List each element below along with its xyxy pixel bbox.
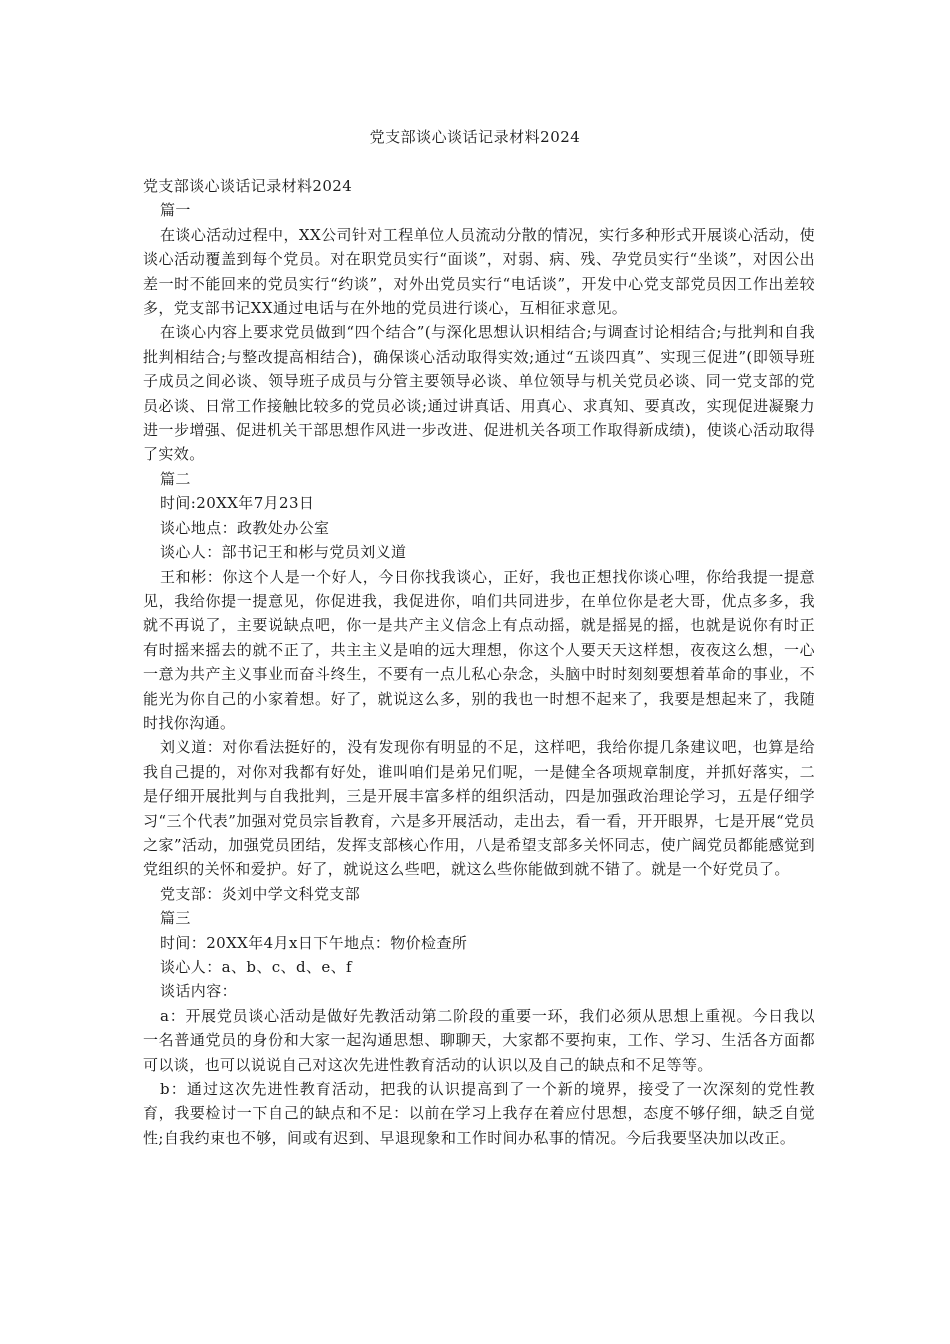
paragraph: 王和彬：你这个人是一个好人，今日你找我谈心，正好，我也正想找你谈心哩，你给我提一提意见，我给你提一提意见，你促进我，我促进你，咱们共同进步，在单位你是老大哥，优点多多，我就不再说了，主要说缺点吧，你一是共产主义信念上有点动摇，就是摇晃的摇，也就是说你有时正有时摇来摇去的就不正了，共主主义是咱的远大理想，你这个人要天天这样想，夜夜这么想，一心一意为共产主义事业而奋斗终生，不要有一点儿私心杂念，头脑中时时刻刻要想着革命的事业，不能光为你自己的小家着想。好了，就说这么多，别的我也一时想不起来了，我要是想起来了，我随时找你沟通。 xyxy=(143,567,815,732)
paragraph: 时间:20XX年7月23日 xyxy=(160,494,315,513)
paragraph: 谈心人：部书记王和彬与党员刘义道 xyxy=(160,543,407,562)
document-subtitle: 党支部谈心谈话记录材料2024 xyxy=(143,177,353,195)
section-heading: 篇二 xyxy=(160,469,191,488)
section-heading: 篇一 xyxy=(160,201,191,220)
section-heading: 篇三 xyxy=(160,909,191,928)
paragraph: a：开展党员谈心活动是做好先教活动第二阶段的重要一环，我们必须从思想上重视。今日我以一名普通党员的身份和大家一起沟通思想、聊聊天，大家都不要拘束，工作、学习、生活各方面都可以谈，也可以说说自己对这次先进性教育活动的认识以及自己的缺点和不足等等。 xyxy=(143,1006,815,1074)
paragraph: 时间：20XX年4月x日下午地点：物价检查所 xyxy=(160,933,468,952)
paragraph: 在谈心活动过程中，XX公司针对工程单位人员流动分散的情况，实行多种形式开展谈心活动，使谈心活动覆盖到每个党员。对在职党员实行“面谈”，对弱、病、残、孕党员实行“坐谈”，对因公出差一时不能回来的党员实行“约谈”，对外出党员实行“电话谈”，开发中心党支部党员因工作出差较多，党支部书记XX通过电话与在外地的党员进行谈心，互相征求意见。 xyxy=(143,225,815,318)
paragraph: 在谈心内容上要求党员做到“四个结合”(与深化思想认识相结合;与调查讨论相结合;与批判和自我批判相结合;与整改提高相结合)，确保谈心活动取得实效;通过“五谈四真”、实现三促进”(即领导班子成员之间必谈、领导班子成员与分管主要领导必谈、单位领导与机关党员必谈、同一党支部的党员必谈、日常工作接触比较多的党员必谈;通过讲真话、用真心、求真知、要真改，实现促进凝聚力进一步增强、促进机关干部思想作风进一步改进、促进机关各项工作取得新成绩)，使谈心活动取得了实效。 xyxy=(143,323,815,464)
paragraph: b：通过这次先进性教育活动，把我的认识提高到了一个新的境界，接受了一次深刻的党性教育，我要检讨一下自己的缺点和不足：以前在学习上我存在着应付思想，态度不够仔细，缺乏自觉性;自我约束也不够，间或有迟到、早退现象和工作时间办私事的情况。今后我要坚决加以改正。 xyxy=(143,1080,815,1147)
document-body xyxy=(143,174,815,1150)
paragraph: 谈心地点：政教处办公室 xyxy=(160,518,330,537)
paragraph: 刘义道：对你看法挺好的，没有发现你有明显的不足，这样吧，我给你提几条建议吧，也算是给我自己提的，对你对我都有好处，谁叫咱们是弟兄们呢，一是健全各项规章制度，并抓好落实，二是仔细开展批判与自我批判，三是开展丰富多样的组织活动，四是加强政治理论学习，五是仔细学习“三个代表”加强对党员宗旨教育，六是多开展活动，走出去，看一看，开开眼界，七是开展“党员之家”活动，加强党员团结，发挥支部核心作用，八是希望支部多关怀同志，使广阔党员都能感觉到党组织的关怀和爱护。好了，就说这么些吧，就这么些你能做到就不错了。就是一个好党员了。 xyxy=(143,738,815,879)
paragraph: 党支部：炎刘中学文科党支部 xyxy=(160,884,361,903)
paragraph: 谈心人：a、b、c、d、e、f xyxy=(160,958,352,976)
paragraph: 谈话内容： xyxy=(160,982,238,1001)
page-title: 党支部谈心谈话记录材料2024 xyxy=(369,128,581,146)
